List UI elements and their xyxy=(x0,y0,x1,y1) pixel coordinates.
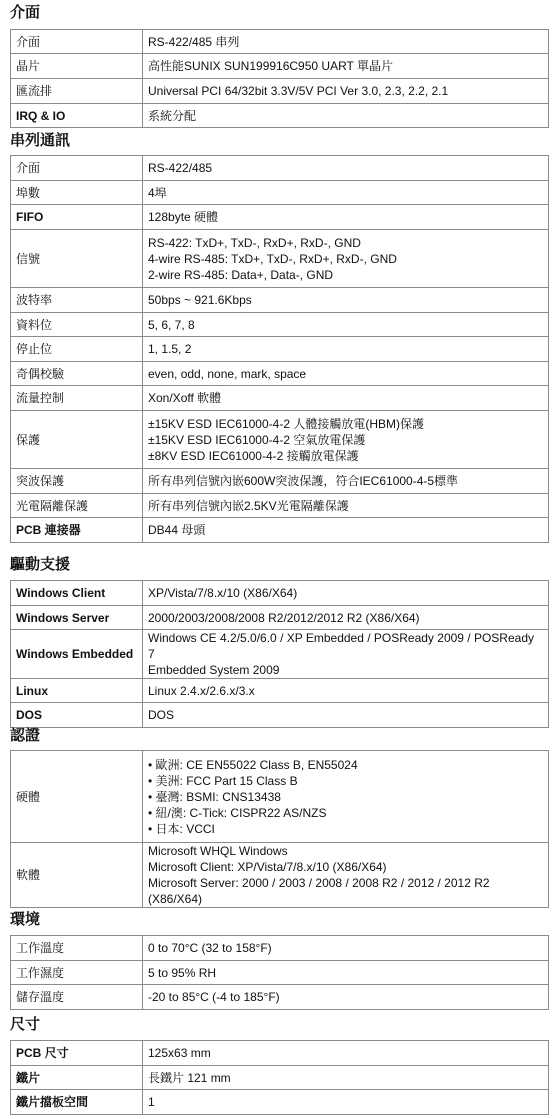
row-label: 鐵片 xyxy=(11,1066,143,1090)
spec-table-dimensions xyxy=(10,1040,549,1115)
row-label: 匯流排 xyxy=(11,79,143,104)
table-row xyxy=(11,1090,549,1115)
value-line: • 臺灣: BSMI: CNS13438 xyxy=(148,789,281,804)
spec-table-environment xyxy=(10,935,549,1010)
row-label: 軟體 xyxy=(11,843,143,908)
row-value: 5, 6, 7, 8 xyxy=(143,313,549,337)
row-label: 鐵片擋板空間 xyxy=(11,1090,143,1115)
row-value: Universal PCI 64/32bit 3.3V/5V PCI Ver 3.0, 2.3, 2.2, 2.1 xyxy=(143,79,549,104)
row-value: even, odd, none, mark, space xyxy=(143,362,549,386)
row-label: 工作濕度 xyxy=(11,961,143,985)
section-title-interface: 介面 xyxy=(10,4,41,21)
row-label: IRQ & IO xyxy=(11,104,143,128)
table-row xyxy=(11,581,549,606)
row-label: 埠數 xyxy=(11,181,143,205)
table-row xyxy=(11,313,549,337)
row-value: 1 xyxy=(143,1090,549,1115)
row-label: 停止位 xyxy=(11,337,143,362)
table-row xyxy=(11,494,549,518)
table-row xyxy=(11,961,549,985)
row-value: 128byte 硬體 xyxy=(143,205,549,230)
row-value xyxy=(143,411,549,469)
section-title-serial: 串列通訊 xyxy=(10,132,71,149)
table-row xyxy=(11,30,549,54)
table-row xyxy=(11,288,549,313)
table-row xyxy=(11,1041,549,1066)
table-row xyxy=(11,386,549,411)
value-line: ±15KV ESD IEC61000-4-2 人體接觸放電(HBM)保護 xyxy=(148,416,424,431)
row-value: Xon/Xoff 軟體 xyxy=(143,386,549,411)
row-label: 奇偶校驗 xyxy=(11,362,143,386)
table-row xyxy=(11,104,549,128)
table-row xyxy=(11,703,549,728)
value-line: ±8KV ESD IEC61000-4-2 接觸放電保護 xyxy=(148,448,359,463)
table-row xyxy=(11,518,549,543)
spec-table-interface xyxy=(10,29,549,128)
table-row xyxy=(11,679,549,703)
row-value xyxy=(143,843,549,908)
row-value: RS-422/485 串列 xyxy=(143,30,549,54)
row-label: PCB 連接器 xyxy=(11,518,143,543)
row-label: FIFO xyxy=(11,205,143,230)
value-line: • 紐/澳: C-Tick: CISPR22 AS/NZS xyxy=(148,805,327,820)
table-row xyxy=(11,79,549,104)
row-value: 2000/2003/2008/2008 R2/2012/2012 R2 (X86/X64) xyxy=(143,606,549,630)
table-row xyxy=(11,985,549,1010)
row-label: 介面 xyxy=(11,30,143,54)
table-row xyxy=(11,936,549,961)
row-label: 介面 xyxy=(11,156,143,181)
row-label: 工作溫度 xyxy=(11,936,143,961)
row-label: 儲存溫度 xyxy=(11,985,143,1010)
row-label: 波特率 xyxy=(11,288,143,313)
row-label: 資料位 xyxy=(11,313,143,337)
row-value: 1, 1.5, 2 xyxy=(143,337,549,362)
value-line: 2-wire RS-485: Data+, Data-, GND xyxy=(148,267,334,282)
value-line: 4-wire RS-485: TxD+, TxD-, RxD+, RxD-, GND xyxy=(148,251,397,266)
spec-table-drivers xyxy=(10,580,549,728)
table-row xyxy=(11,469,549,494)
row-label: DOS xyxy=(11,703,143,728)
row-label: 信號 xyxy=(11,230,143,288)
table-row xyxy=(11,156,549,181)
row-label: 突波保護 xyxy=(11,469,143,494)
row-label: Windows Server xyxy=(11,606,143,630)
row-label: 光電隔離保護 xyxy=(11,494,143,518)
value-line: Microsoft WHQL Windows xyxy=(148,844,288,858)
row-value: RS-422/485 xyxy=(143,156,549,181)
value-line: • 歐洲: CE EN55022 Class B, EN55024 xyxy=(148,757,358,772)
value-line: Embedded System 2009 xyxy=(148,663,280,677)
row-value: DOS xyxy=(143,703,549,728)
table-row xyxy=(11,630,549,679)
table-row xyxy=(11,1066,549,1090)
table-row xyxy=(11,843,549,908)
table-row xyxy=(11,751,549,843)
row-value: 0 to 70°C (32 to 158°F) xyxy=(143,936,549,961)
row-value: 長鐵片 121 mm xyxy=(143,1066,549,1090)
section-title-environment: 環境 xyxy=(10,911,41,928)
row-value: -20 to 85°C (-4 to 185°F) xyxy=(143,985,549,1010)
row-value: 4埠 xyxy=(143,181,549,205)
row-label: 流量控制 xyxy=(11,386,143,411)
table-row xyxy=(11,337,549,362)
section-title-certification: 認證 xyxy=(10,727,41,744)
row-value: 50bps ~ 921.6Kbps xyxy=(143,288,549,313)
row-value: 125x63 mm xyxy=(143,1041,549,1066)
row-label: Windows Embedded xyxy=(11,630,143,679)
row-value xyxy=(143,751,549,843)
section-title-drivers: 驅動支援 xyxy=(10,556,71,573)
row-label: 保護 xyxy=(11,411,143,469)
section-title-dimensions: 尺寸 xyxy=(10,1016,41,1033)
value-line: Microsoft Server: 2000 / 2003 / 2008 / 2008 R2 / 2012 / 2012 R2 (X86/X64) xyxy=(148,876,490,906)
table-row xyxy=(11,230,549,288)
table-row xyxy=(11,362,549,386)
table-row xyxy=(11,181,549,205)
row-value xyxy=(143,230,549,288)
row-value: XP/Vista/7/8.x/10 (X86/X64) xyxy=(143,581,549,606)
value-line: ±15KV ESD IEC61000-4-2 空氣放電保護 xyxy=(148,432,366,447)
spec-table-certification xyxy=(10,750,549,908)
row-value: 所有串列信號內嵌2.5KV光電隔離保護 xyxy=(143,494,549,518)
row-value: 5 to 95% RH xyxy=(143,961,549,985)
value-line: Microsoft Client: XP/Vista/7/8.x/10 (X86/X64) xyxy=(148,860,387,874)
table-row xyxy=(11,205,549,230)
value-line: RS-422: TxD+, TxD-, RxD+, RxD-, GND xyxy=(148,235,361,250)
row-label: 晶片 xyxy=(11,54,143,79)
value-line: • 日本: VCCI xyxy=(148,821,215,836)
spec-table-serial xyxy=(10,155,549,543)
row-label: Linux xyxy=(11,679,143,703)
row-value: 所有串列信號內嵌600W突波保護，符合IEC61000-4-5標準 xyxy=(143,469,549,494)
table-row xyxy=(11,411,549,469)
row-label: PCB 尺寸 xyxy=(11,1041,143,1066)
row-value: 系統分配 xyxy=(143,104,549,128)
row-label: Windows Client xyxy=(11,581,143,606)
table-row xyxy=(11,606,549,630)
row-value: 高性能SUNIX SUN199916C950 UART 單晶片 xyxy=(143,54,549,79)
value-line: • 美洲: FCC Part 15 Class B xyxy=(148,773,298,788)
row-value xyxy=(143,630,549,679)
row-label: 硬體 xyxy=(11,751,143,843)
row-value: DB44 母頭 xyxy=(143,518,549,543)
table-row xyxy=(11,54,549,79)
value-line: Windows CE 4.2/5.0/6.0 / XP Embedded / POSReady 2009 / POSReady 7 xyxy=(148,631,534,661)
row-value: Linux 2.4.x/2.6.x/3.x xyxy=(143,679,549,703)
